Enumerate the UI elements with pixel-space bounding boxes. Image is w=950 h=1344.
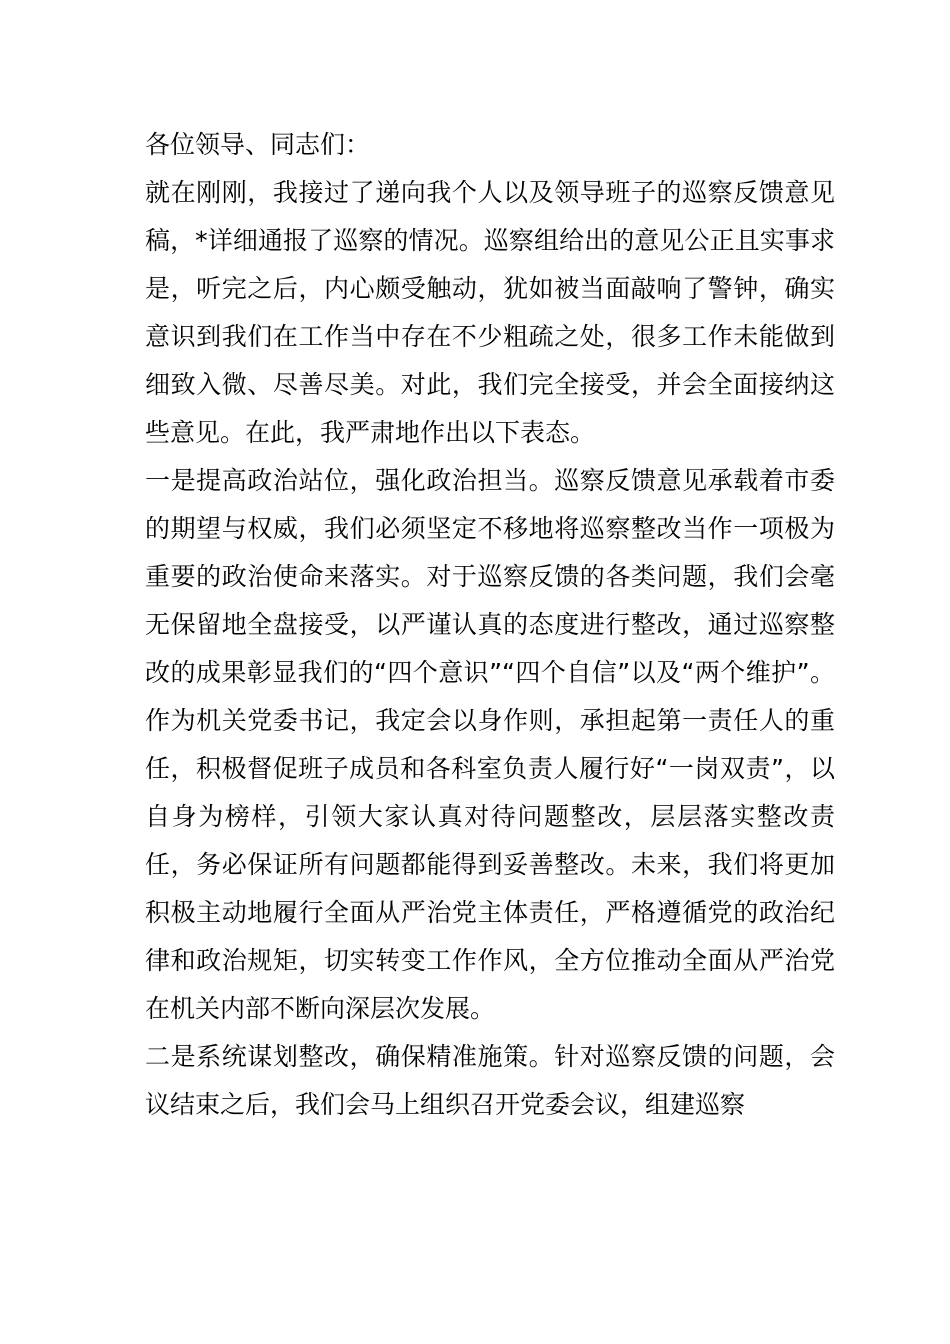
- paragraph-point-two: 二是系统谋划整改，确保精准施策。针对巡察反馈的问题，会议结束之后，我们会马上组织召开党委会议，组建巡察: [145, 1042, 835, 1119]
- paragraph-point-one: 一是提高政治站位，强化政治担当。巡察反馈意见承载着市委的期望与权威，我们必须坚定不移地将巡察整改当作一项极为重要的政治使命来落实。对于巡察反馈的各类问题，我们会毫无保留地全盘接受，以严谨认真的态度进行整改，通过巡察整改的成果彰显我们的“四个意识”“四个自信”以及“两个维护”。作为机关党委书记，我定会以身作则，承担起第一责任人的重任，积极督促班子成员和各科室负责人履行好“一岗双责”，以自身为榜样，引领大家认真对待问题整改，层层落实整改责任，务必保证所有问题都能得到妥善整改。未来，我们将更加积极主动地履行全面从严治党主体责任，严格遵循党的政治纪律和政治规矩，切实转变工作作风，全方位推动全面从严治党在机关内部不断向深层次发展。: [145, 466, 835, 1023]
- document-body: [145, 121, 835, 1129]
- paragraph-intro: 就在刚刚，我接过了递向我个人以及领导班子的巡察反馈意见稿，*详细通报了巡察的情况。巡察组给出的意见公正且实事求是，听完之后，内心颇受触动，犹如被当面敲响了警钟，确实意识到我们在工作当中存在不少粗疏之处，很多工作未能做到细致入微、尽善尽美。对此，我们完全接受，并会全面接纳这些意见。在此，我严肃地作出以下表态。: [145, 178, 835, 447]
- salutation: 各位领导、同志们：: [145, 130, 371, 159]
